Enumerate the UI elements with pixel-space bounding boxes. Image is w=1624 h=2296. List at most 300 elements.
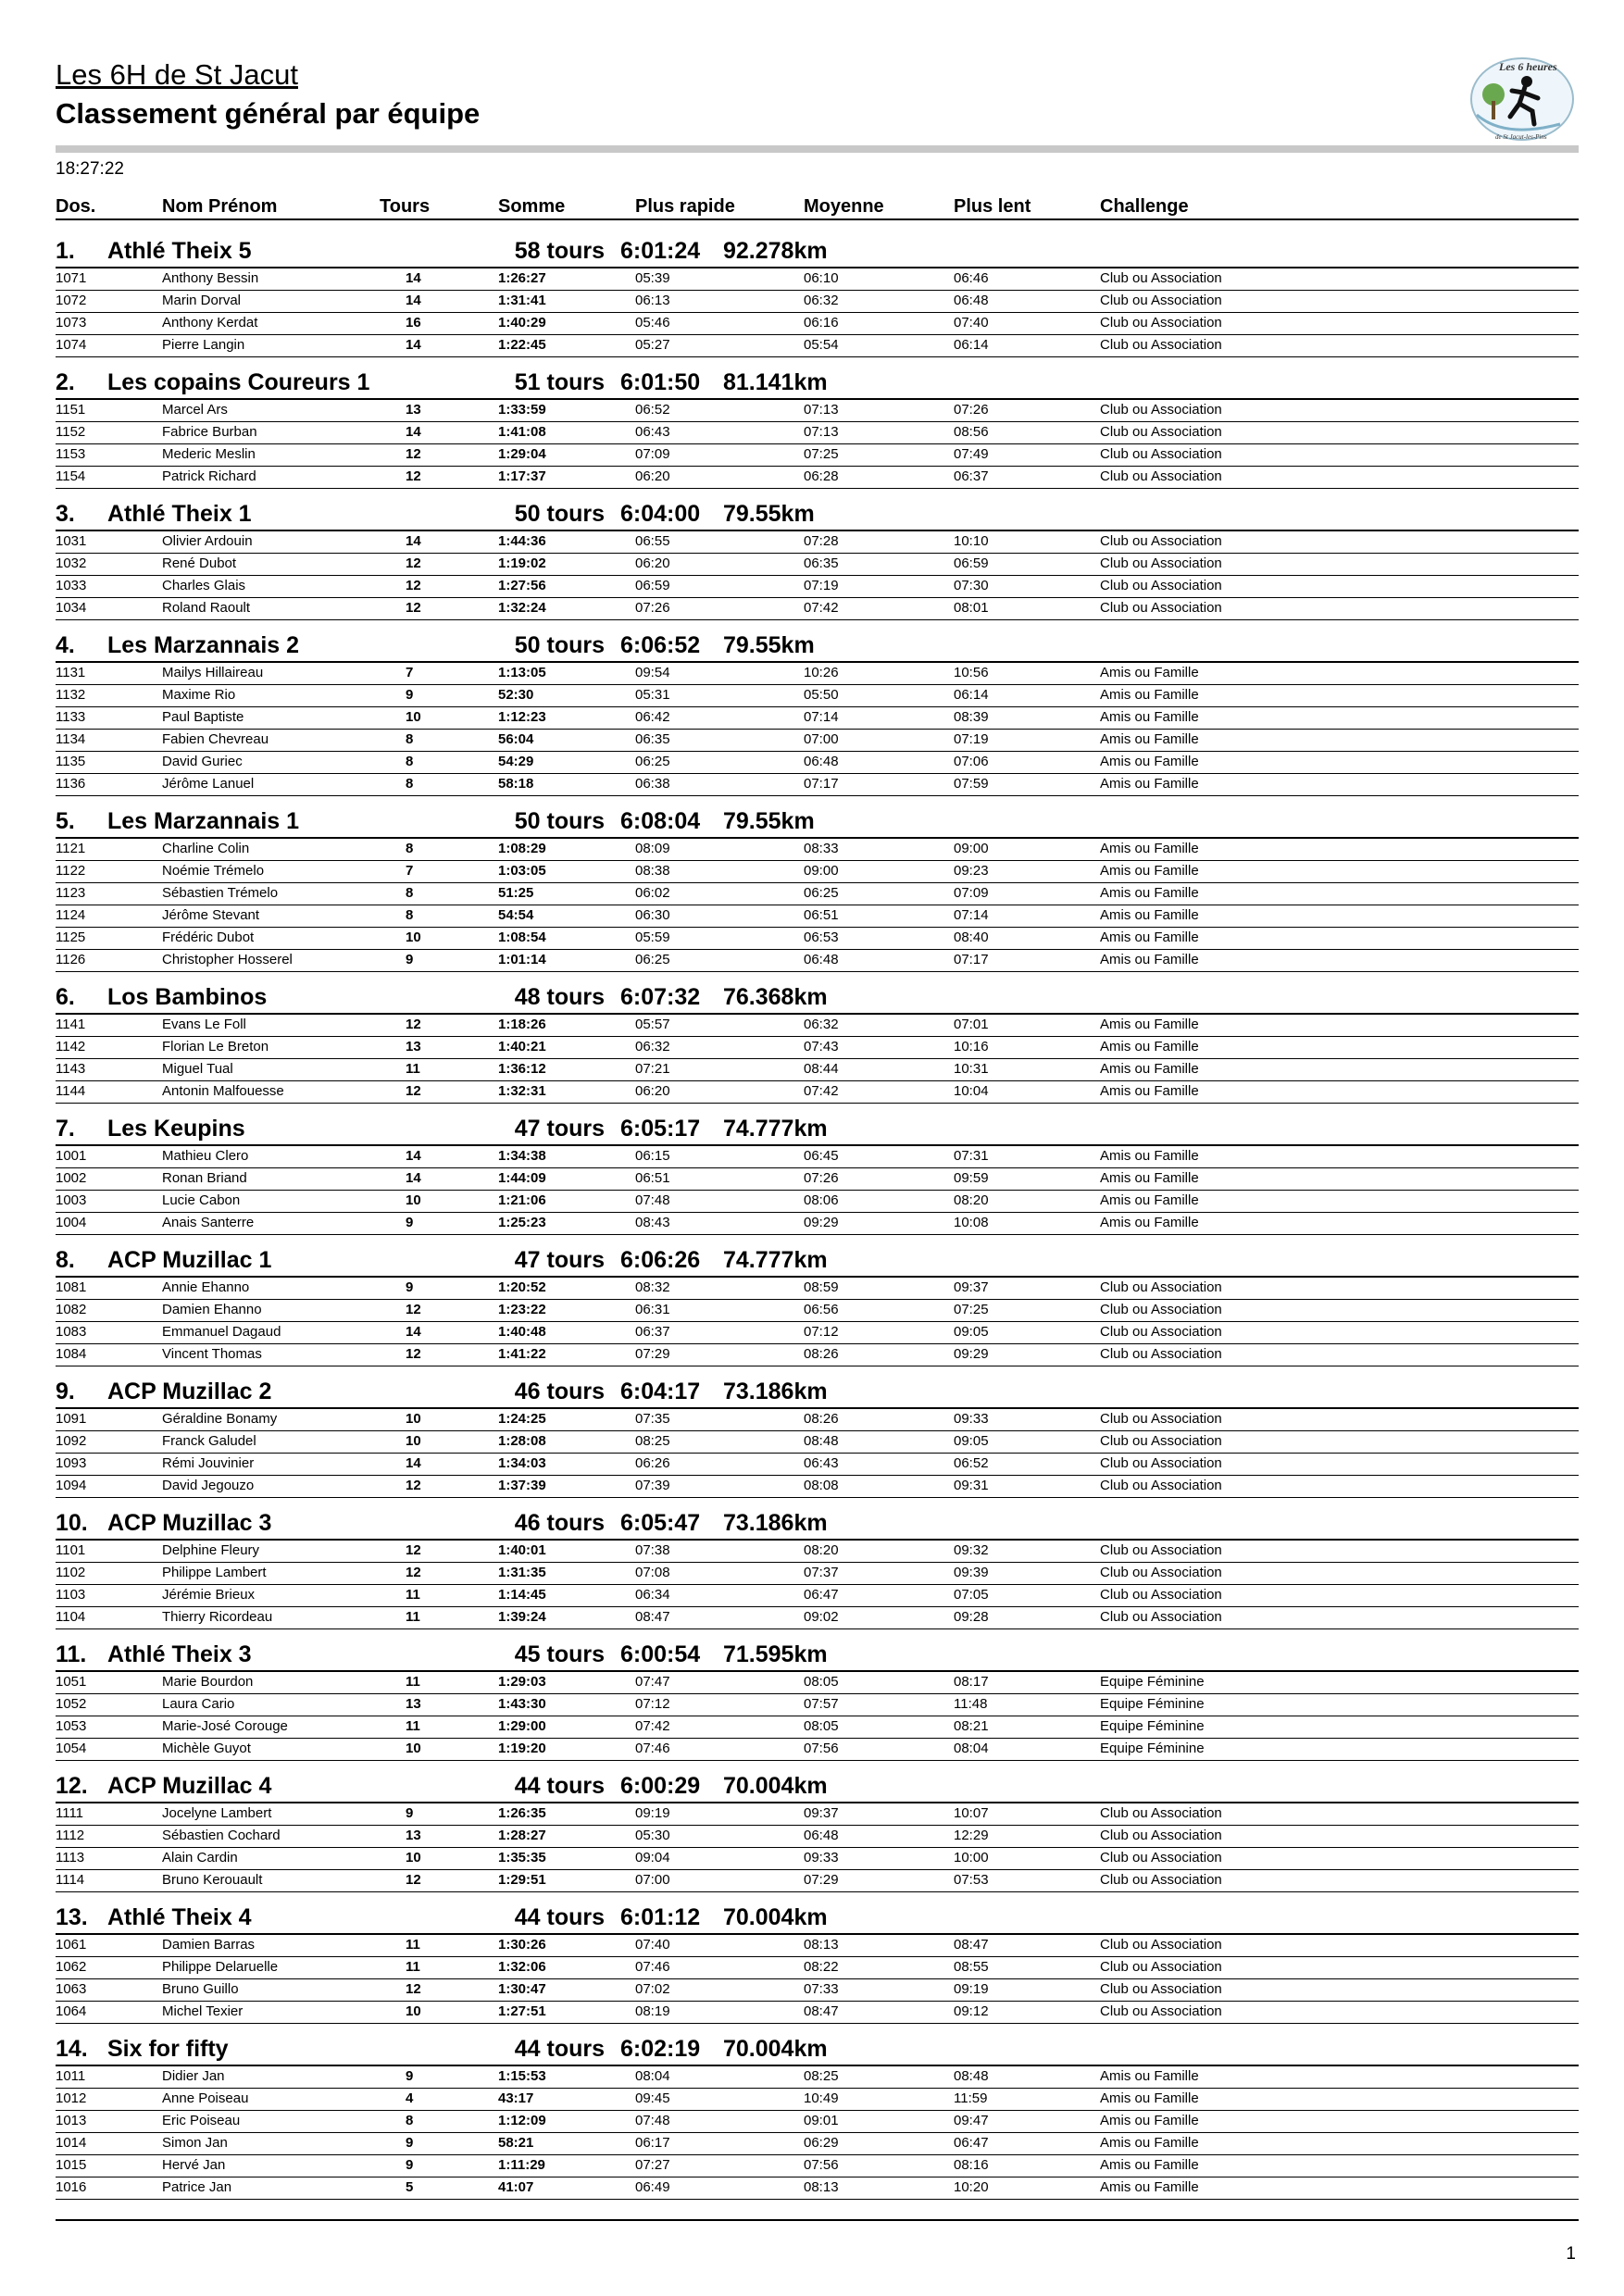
runner-slowest-lap: 08:21 (954, 1718, 989, 1734)
runner-name: Florian Le Breton (162, 1039, 269, 1054)
runner-average-lap: 08:26 (804, 1346, 839, 1362)
runner-laps: 14 (406, 1148, 421, 1164)
runner-fastest-lap: 06:59 (635, 578, 670, 593)
table-row (56, 1300, 1579, 1322)
runner-fastest-lap: 06:37 (635, 1324, 670, 1340)
runner-bib: 1112 (56, 1828, 85, 1843)
table-row (56, 1803, 1579, 1826)
runner-fastest-lap: 08:04 (635, 2068, 670, 2084)
runner-slowest-lap: 08:40 (954, 930, 989, 945)
runner-name: Bruno Kerouault (162, 1872, 263, 1888)
runner-name: Emmanuel Dagaud (162, 1324, 281, 1340)
runner-total-time: 1:12:23 (498, 709, 546, 725)
runner-challenge: Club ou Association (1100, 1872, 1222, 1888)
runner-name: Mailys Hillaireau (162, 665, 264, 680)
runner-challenge: Amis ou Famille (1100, 930, 1199, 945)
runner-average-lap: 06:10 (804, 270, 839, 286)
runner-average-lap: 06:51 (804, 907, 839, 923)
runner-slowest-lap: 10:16 (954, 1039, 989, 1054)
runner-total-time: 1:12:09 (498, 2113, 546, 2128)
runner-laps: 12 (406, 1981, 421, 1997)
runner-name: René Dubot (162, 555, 237, 571)
runner-average-lap: 09:01 (804, 2113, 839, 2128)
runner-total-time: 1:20:52 (498, 1279, 546, 1295)
runner-challenge: Amis ou Famille (1100, 1083, 1199, 1099)
runner-name: Christopher Hosserel (162, 952, 293, 967)
team-laps: 50 tours (514, 808, 605, 834)
runner-fastest-lap: 06:17 (635, 2135, 670, 2151)
runner-bib: 1124 (56, 907, 86, 923)
runner-name: Anthony Kerdat (162, 315, 258, 331)
runner-name: Marcel Ars (162, 402, 228, 418)
runner-bib: 1016 (56, 2179, 87, 2195)
team-name: Athlé Theix 1 (107, 501, 252, 527)
runner-bib: 1101 (56, 1542, 86, 1558)
runner-name: Jérémie Brieux (162, 1587, 256, 1603)
runner-challenge: Amis ou Famille (1100, 731, 1199, 747)
runner-laps: 12 (406, 1542, 421, 1558)
table-row (56, 950, 1579, 972)
runner-slowest-lap: 08:04 (954, 1741, 989, 1756)
runner-fastest-lap: 07:38 (635, 1542, 670, 1558)
runner-average-lap: 07:33 (804, 1981, 839, 1997)
runner-challenge: Amis ou Famille (1100, 2179, 1199, 2195)
runner-average-lap: 07:00 (804, 731, 839, 747)
runner-slowest-lap: 08:20 (954, 1192, 989, 1208)
runner-slowest-lap: 08:47 (954, 1937, 989, 1953)
runner-fastest-lap: 07:46 (635, 1741, 670, 1756)
runner-slowest-lap: 07:06 (954, 754, 989, 769)
runner-average-lap: 06:28 (804, 468, 839, 484)
runner-average-lap: 08:13 (804, 2179, 839, 2195)
runner-total-time: 43:17 (498, 2090, 534, 2106)
runner-bib: 1084 (56, 1346, 87, 1362)
runner-name: Antonin Malfouesse (162, 1083, 284, 1099)
runner-bib: 1132 (56, 687, 86, 703)
runner-laps: 7 (406, 863, 414, 879)
runner-laps: 12 (406, 1565, 421, 1580)
team-rank: 12. (56, 1773, 88, 1799)
runner-slowest-lap: 09:37 (954, 1279, 989, 1295)
table-row (56, 1344, 1579, 1366)
running-man-logo-icon (1468, 50, 1577, 148)
runner-laps: 9 (406, 687, 414, 703)
runner-bib: 1144 (56, 1083, 86, 1099)
runner-fastest-lap: 08:38 (635, 863, 670, 879)
runner-average-lap: 08:33 (804, 841, 839, 856)
runner-fastest-lap: 09:04 (635, 1850, 670, 1866)
runner-average-lap: 10:49 (804, 2090, 839, 2106)
runner-total-time: 1:11:29 (498, 2157, 545, 2173)
runner-name: Ronan Briand (162, 1170, 247, 1186)
runner-name: Didier Jan (162, 2068, 225, 2084)
runner-name: Simon Jan (162, 2135, 228, 2151)
table-row (56, 1848, 1579, 1870)
runner-challenge: Amis ou Famille (1100, 687, 1199, 703)
team-name: Athlé Theix 4 (107, 1904, 252, 1930)
team-header (56, 1641, 1579, 1672)
runner-total-time: 1:21:06 (498, 1192, 546, 1208)
runner-challenge: Amis ou Famille (1100, 1061, 1199, 1077)
runner-average-lap: 08:26 (804, 1411, 839, 1427)
runner-challenge: Amis ou Famille (1100, 885, 1199, 901)
runner-bib: 1131 (56, 665, 86, 680)
runner-laps: 12 (406, 578, 421, 593)
runner-average-lap: 05:54 (804, 337, 839, 353)
runner-name: Michèle Guyot (162, 1741, 251, 1756)
runner-average-lap: 08:06 (804, 1192, 839, 1208)
runner-bib: 1061 (56, 1937, 87, 1953)
runner-total-time: 58:21 (498, 2135, 534, 2151)
runner-slowest-lap: 09:29 (954, 1346, 989, 1362)
runner-total-time: 1:44:36 (498, 533, 546, 549)
runner-fastest-lap: 07:02 (635, 1981, 670, 1997)
col-challenge: Challenge (1100, 196, 1189, 217)
runner-fastest-lap: 06:20 (635, 468, 670, 484)
runner-slowest-lap: 11:59 (954, 2090, 988, 2106)
runner-slowest-lap: 10:31 (954, 1061, 989, 1077)
runner-average-lap: 08:20 (804, 1542, 839, 1558)
runner-laps: 5 (406, 2179, 414, 2195)
col-somme: Somme (498, 196, 566, 217)
table-row (56, 1278, 1579, 1300)
table-row (56, 1607, 1579, 1629)
runner-name: Laura Cario (162, 1696, 235, 1712)
runner-bib: 1126 (56, 952, 86, 967)
runner-bib: 1134 (56, 731, 86, 747)
runner-laps: 11 (406, 1959, 420, 1975)
team-header (56, 2036, 1579, 2066)
runner-bib: 1083 (56, 1324, 87, 1340)
table-row (56, 1979, 1579, 2002)
runner-bib: 1002 (56, 1170, 87, 1186)
team-name: ACP Muzillac 1 (107, 1247, 272, 1273)
runner-name: Charline Colin (162, 841, 250, 856)
runner-fastest-lap: 06:32 (635, 1039, 670, 1054)
table-row (56, 1957, 1579, 1979)
report-time: 18:27:22 (56, 159, 124, 179)
runner-name: Hervé Jan (162, 2157, 226, 2173)
team-distance: 76.368km (723, 984, 828, 1010)
runner-bib: 1111 (56, 1805, 84, 1821)
runner-fastest-lap: 08:32 (635, 1279, 670, 1295)
table-row (56, 2089, 1579, 2111)
runner-slowest-lap: 06:59 (954, 555, 989, 571)
team-distance: 79.55km (723, 808, 815, 834)
runner-total-time: 1:32:31 (498, 1083, 546, 1099)
runner-laps: 4 (406, 2090, 414, 2106)
runner-total-time: 1:40:48 (498, 1324, 546, 1340)
page-number: 1 (1566, 2244, 1576, 2264)
runner-average-lap: 07:42 (804, 1083, 839, 1099)
table-row (56, 730, 1579, 752)
runner-bib: 1125 (56, 930, 86, 945)
runner-laps: 8 (406, 776, 414, 792)
runner-fastest-lap: 07:12 (635, 1696, 670, 1712)
team-laps: 50 tours (514, 501, 605, 527)
runner-bib: 1015 (56, 2157, 87, 2173)
team-laps: 44 tours (514, 1904, 605, 1930)
runner-average-lap: 06:35 (804, 555, 839, 571)
runner-challenge: Amis ou Famille (1100, 841, 1199, 856)
table-row (56, 531, 1579, 554)
runner-slowest-lap: 08:55 (954, 1959, 989, 1975)
table-row (56, 1694, 1579, 1716)
team-block (56, 1904, 1579, 2024)
team-time: 6:01:50 (620, 369, 701, 395)
runner-fastest-lap: 08:09 (635, 841, 670, 856)
runner-laps: 12 (406, 555, 421, 571)
runner-name: Mederic Meslin (162, 446, 256, 462)
team-block (56, 1641, 1579, 1761)
team-name: Athlé Theix 5 (107, 238, 252, 264)
runner-challenge: Club ou Association (1100, 1346, 1222, 1362)
runner-average-lap: 07:37 (804, 1565, 839, 1580)
runner-slowest-lap: 10:04 (954, 1083, 989, 1099)
runner-challenge: Amis ou Famille (1100, 1170, 1199, 1186)
runner-name: Delphine Fleury (162, 1542, 260, 1558)
runner-average-lap: 09:29 (804, 1215, 839, 1230)
runner-laps: 11 (406, 1718, 420, 1734)
runner-average-lap: 06:16 (804, 315, 839, 331)
team-ranking-list (56, 238, 1579, 2212)
runner-challenge: Club ou Association (1100, 600, 1222, 616)
runner-slowest-lap: 07:01 (954, 1017, 989, 1032)
runner-laps: 11 (406, 1937, 420, 1953)
runner-name: Jérôme Lanuel (162, 776, 255, 792)
runner-bib: 1091 (56, 1411, 87, 1427)
runner-average-lap: 07:26 (804, 1170, 839, 1186)
table-row (56, 1146, 1579, 1168)
runner-total-time: 41:07 (498, 2179, 534, 2195)
runner-total-time: 1:30:47 (498, 1981, 546, 1997)
team-time: 6:05:17 (620, 1116, 701, 1142)
runner-name: Fabrice Burban (162, 424, 257, 440)
runner-fastest-lap: 06:35 (635, 731, 670, 747)
team-header (56, 369, 1579, 400)
team-time: 6:06:26 (620, 1247, 701, 1273)
runner-bib: 1054 (56, 1741, 87, 1756)
runner-bib: 1033 (56, 578, 87, 593)
runner-total-time: 1:30:26 (498, 1937, 546, 1953)
runner-name: David Guriec (162, 754, 243, 769)
runner-slowest-lap: 09:05 (954, 1324, 989, 1340)
table-row (56, 1059, 1579, 1081)
team-rank: 1. (56, 238, 75, 264)
runner-challenge: Amis ou Famille (1100, 709, 1199, 725)
runner-slowest-lap: 07:59 (954, 776, 989, 792)
runner-bib: 1151 (56, 402, 86, 418)
runner-fastest-lap: 06:20 (635, 555, 670, 571)
runner-slowest-lap: 09:39 (954, 1565, 989, 1580)
runner-total-time: 1:19:02 (498, 555, 546, 571)
runner-fastest-lap: 07:35 (635, 1411, 670, 1427)
runner-laps: 12 (406, 1083, 421, 1099)
runner-laps: 12 (406, 1302, 421, 1317)
team-rank: 14. (56, 2036, 88, 2062)
runner-total-time: 1:29:04 (498, 446, 546, 462)
team-distance: 73.186km (723, 1510, 828, 1536)
runner-slowest-lap: 09:19 (954, 1981, 989, 1997)
runner-average-lap: 09:00 (804, 863, 839, 879)
runner-fastest-lap: 06:30 (635, 907, 670, 923)
runner-slowest-lap: 10:56 (954, 665, 989, 680)
table-row (56, 1585, 1579, 1607)
runner-bib: 1012 (56, 2090, 87, 2106)
runner-challenge: Club ou Association (1100, 1805, 1222, 1821)
team-distance: 92.278km (723, 238, 828, 264)
runner-bib: 1121 (56, 841, 86, 856)
team-name: Athlé Theix 3 (107, 1641, 252, 1667)
runner-average-lap: 06:47 (804, 1587, 839, 1603)
runner-laps: 12 (406, 1017, 421, 1032)
runner-average-lap: 06:25 (804, 885, 839, 901)
table-row (56, 1015, 1579, 1037)
runner-slowest-lap: 06:47 (954, 2135, 989, 2151)
table-row (56, 1476, 1579, 1498)
runner-total-time: 1:36:12 (498, 1061, 546, 1077)
runner-challenge: Club ou Association (1100, 293, 1222, 308)
runner-challenge: Club ou Association (1100, 1478, 1222, 1493)
runner-average-lap: 08:47 (804, 2003, 839, 2019)
runner-name: Thierry Ricordeau (162, 1609, 273, 1625)
team-header (56, 808, 1579, 839)
team-rank: 3. (56, 501, 75, 527)
runner-fastest-lap: 06:25 (635, 952, 670, 967)
table-row (56, 1409, 1579, 1431)
runner-fastest-lap: 09:19 (635, 1805, 670, 1821)
runner-challenge: Club ou Association (1100, 1324, 1222, 1340)
runner-challenge: Amis ou Famille (1100, 2068, 1199, 2084)
runner-slowest-lap: 10:08 (954, 1215, 989, 1230)
runner-fastest-lap: 07:09 (635, 446, 670, 462)
runner-average-lap: 07:17 (804, 776, 839, 792)
runner-challenge: Amis ou Famille (1100, 2113, 1199, 2128)
runner-slowest-lap: 07:49 (954, 446, 989, 462)
runner-slowest-lap: 09:23 (954, 863, 989, 879)
runner-name: Olivier Ardouin (162, 533, 253, 549)
table-row (56, 313, 1579, 335)
svg-text:de St Jacut-les-Pins: de St Jacut-les-Pins (1495, 133, 1547, 141)
runner-name: Anthony Bessin (162, 270, 259, 286)
runner-total-time: 1:37:39 (498, 1478, 546, 1493)
runner-challenge: Club ou Association (1100, 337, 1222, 353)
runner-laps: 13 (406, 1828, 421, 1843)
runner-average-lap: 07:19 (804, 578, 839, 593)
runner-slowest-lap: 10:10 (954, 533, 989, 549)
runner-laps: 14 (406, 337, 421, 353)
team-time: 6:01:12 (620, 1904, 701, 1930)
runner-bib: 1114 (56, 1872, 85, 1888)
runner-bib: 1063 (56, 1981, 87, 1997)
runner-total-time: 1:08:54 (498, 930, 546, 945)
runner-bib: 1064 (56, 2003, 87, 2019)
runner-average-lap: 06:43 (804, 1455, 839, 1471)
table-row (56, 1322, 1579, 1344)
runner-laps: 9 (406, 2068, 414, 2084)
team-time: 6:02:19 (620, 2036, 701, 2062)
table-row (56, 335, 1579, 357)
runner-fastest-lap: 06:31 (635, 1302, 670, 1317)
runner-bib: 1011 (56, 2068, 86, 2084)
team-time: 6:06:52 (620, 632, 701, 658)
runner-total-time: 1:14:45 (498, 1587, 546, 1603)
runner-bib: 1154 (56, 468, 86, 484)
team-header (56, 1247, 1579, 1278)
runner-fastest-lap: 05:59 (635, 930, 670, 945)
runner-average-lap: 07:43 (804, 1039, 839, 1054)
runner-fastest-lap: 06:02 (635, 885, 670, 901)
runner-name: Eric Poiseau (162, 2113, 241, 2128)
runner-laps: 11 (406, 1587, 420, 1603)
runner-challenge: Club ou Association (1100, 402, 1222, 418)
runner-total-time: 1:03:05 (498, 863, 546, 879)
runner-total-time: 1:27:51 (498, 2003, 546, 2019)
runner-total-time: 1:24:25 (498, 1411, 546, 1427)
runner-challenge: Club ou Association (1100, 315, 1222, 331)
column-header (56, 196, 1579, 220)
runner-total-time: 1:22:45 (498, 337, 546, 353)
runner-fastest-lap: 07:39 (635, 1478, 670, 1493)
runner-name: Géraldine Bonamy (162, 1411, 278, 1427)
runner-total-time: 1:39:24 (498, 1609, 546, 1625)
runner-bib: 1136 (56, 776, 86, 792)
runner-laps: 14 (406, 293, 421, 308)
runner-name: Sébastien Cochard (162, 1828, 281, 1843)
table-row (56, 928, 1579, 950)
team-time: 6:04:00 (620, 501, 701, 527)
runner-bib: 1143 (56, 1061, 86, 1077)
team-time: 6:08:04 (620, 808, 701, 834)
table-row (56, 1870, 1579, 1892)
runner-slowest-lap: 07:19 (954, 731, 989, 747)
team-laps: 58 tours (514, 238, 605, 264)
runner-fastest-lap: 06:42 (635, 709, 670, 725)
runner-total-time: 1:29:00 (498, 1718, 546, 1734)
team-laps: 46 tours (514, 1379, 605, 1404)
runner-slowest-lap: 07:40 (954, 315, 989, 331)
runner-fastest-lap: 07:48 (635, 2113, 670, 2128)
team-name: Les Marzannais 1 (107, 808, 300, 834)
runner-name: Jérôme Stevant (162, 907, 260, 923)
runner-average-lap: 09:37 (804, 1805, 839, 1821)
runner-average-lap: 06:29 (804, 2135, 839, 2151)
runner-name: Michel Texier (162, 2003, 244, 2019)
footer-rule (56, 2219, 1579, 2221)
runner-slowest-lap: 07:25 (954, 1302, 989, 1317)
runner-slowest-lap: 07:14 (954, 907, 989, 923)
table-row (56, 1081, 1579, 1104)
runner-name: Jocelyne Lambert (162, 1805, 272, 1821)
runner-slowest-lap: 09:33 (954, 1411, 989, 1427)
col-moyenne: Moyenne (804, 196, 884, 217)
team-name: ACP Muzillac 4 (107, 1773, 272, 1799)
table-row (56, 1213, 1579, 1235)
runner-slowest-lap: 10:00 (954, 1850, 989, 1866)
runner-total-time: 1:28:27 (498, 1828, 546, 1843)
runner-fastest-lap: 06:34 (635, 1587, 670, 1603)
runner-name: Rémi Jouvinier (162, 1455, 255, 1471)
team-name: Les Marzannais 2 (107, 632, 300, 658)
table-row (56, 422, 1579, 444)
runner-total-time: 1:19:20 (498, 1741, 546, 1756)
runner-average-lap: 08:08 (804, 1478, 839, 1493)
runner-total-time: 56:04 (498, 731, 534, 747)
runner-name: Anais Santerre (162, 1215, 255, 1230)
runner-laps: 14 (406, 270, 421, 286)
team-distance: 73.186km (723, 1379, 828, 1404)
col-dos: Dos. (56, 196, 96, 217)
